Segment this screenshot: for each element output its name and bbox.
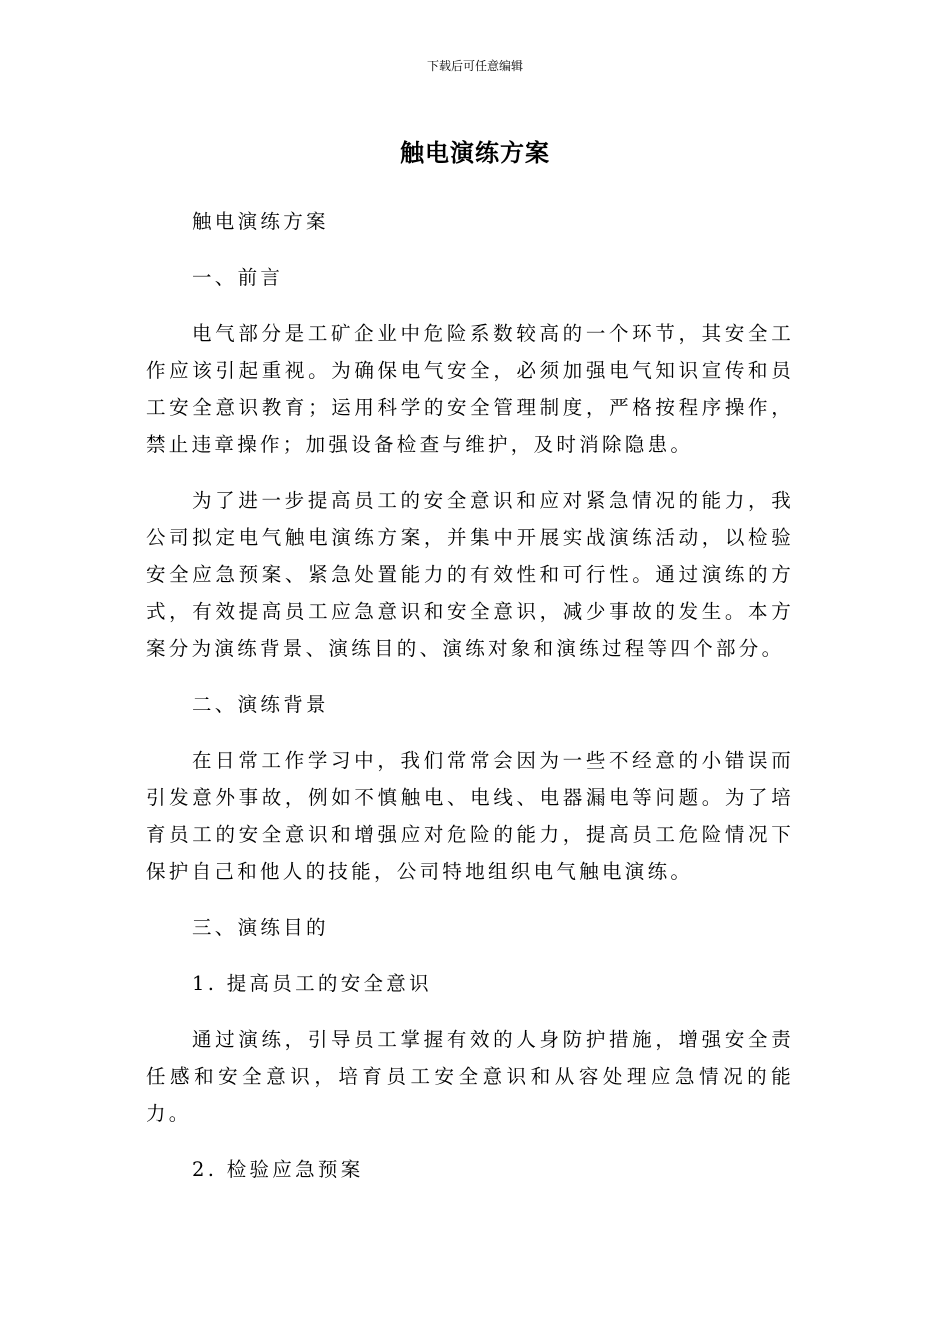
paragraph: 电气部分是工矿企业中危险系数较高的一个环节，其安全工作应该引起重视。为确保电气安全，必须加强电气知识宣传和员工安全意识教育；运用科学的安全管理制度，严格按程序操作，禁止违章操作；加强设备检查与维护，及时消除隐患。 — [146, 322, 794, 456]
section-heading-background: 二、演练背景 — [192, 693, 329, 716]
subheading-item-2: 2. 检验应急预案 — [192, 1158, 364, 1181]
paragraph: 在日常工作学习中，我们常常会因为一些不经意的小错误而引发意外事故，例如不慎触电、电线、电器漏电等问题。为了培育员工的安全意识和增强应对危险的能力，提高员工危险情况下保护自己和他人的技能，公司特地组织电气触电演练。 — [146, 749, 794, 883]
paragraph: 通过演练，引导员工掌握有效的人身防护措施，增强安全责任感和安全意识，培育员工安全意识和从容处理应急情况的能力。 — [146, 1028, 794, 1125]
header-note: 下载后可任意编辑 — [426, 59, 523, 73]
document-body — [146, 203, 794, 1207]
document-title: 触电演练方案 — [400, 139, 550, 167]
paragraph: 为了进一步提高员工的安全意识和应对紧急情况的能力，我公司拟定电气触电演练方案，并集中开展实战演练活动，以检验安全应急预案、紧急处置能力的有效性和可行性。通过演练的方式，有效提高员工应急意识和安全意识，减少事故的发生。本方案分为演练背景、演练目的、演练对象和演练过程等四个部分。 — [146, 489, 794, 660]
subtitle-line: 触电演练方案 — [192, 210, 329, 233]
section-heading-preface: 一、前言 — [192, 266, 284, 289]
section-heading-purpose: 三、演练目的 — [192, 916, 329, 939]
subheading-item-1: 1. 提高员工的安全意识 — [192, 972, 432, 995]
